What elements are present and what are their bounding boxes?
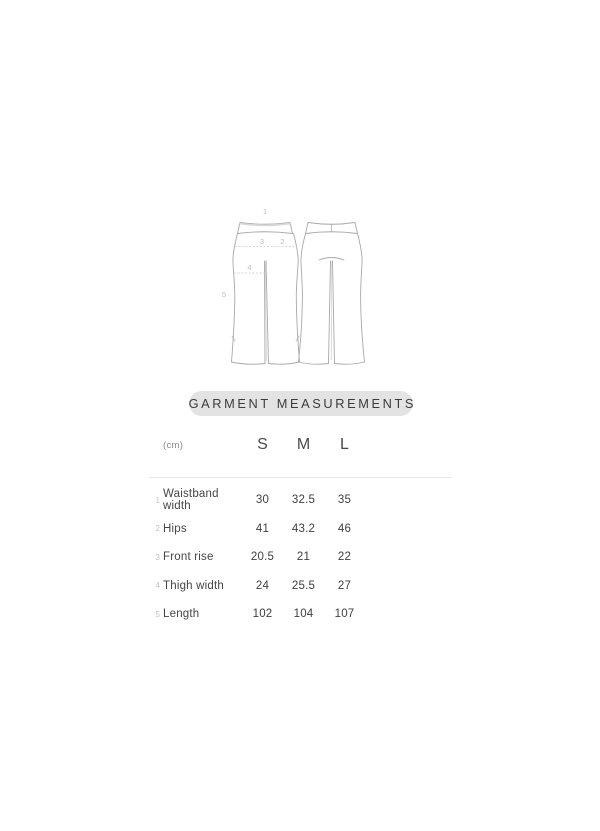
marker-waistband-width: 1 [262,207,268,216]
value-l: 46 [337,522,352,535]
value-m: 104 [293,608,314,621]
unit-label: (cm) [163,439,184,451]
row-number: 3 [155,552,160,562]
pants-front-view [232,223,300,365]
value-s: 41 [255,522,270,535]
table-body [149,478,459,629]
table-row-thigh-width [149,572,459,601]
value-s: 30 [255,494,270,507]
table-row-front-rise [149,543,459,572]
row-label: Hips [163,522,187,535]
value-l: 107 [334,608,355,621]
value-s: 102 [252,608,273,621]
value-m: 21 [296,551,311,564]
size-header-s: S [257,436,268,453]
row-number: 5 [155,609,160,619]
row-number: 4 [155,581,160,591]
value-l: 35 [337,494,352,507]
row-label: Thigh width [163,579,225,592]
table-row-waistband-width [149,486,459,515]
table-row-length [149,600,459,629]
size-header-m: M [296,436,311,453]
marker-thigh-width: 4 [247,263,252,272]
marker-length: 5 [221,290,227,299]
back-crotch-curve [319,258,344,261]
row-label: Length [163,608,200,621]
row-number: 2 [155,524,160,534]
marker-hips: 2 [280,237,285,246]
measurements-table [149,434,459,629]
value-m: 32.5 [291,494,316,507]
pants-technical-drawing [215,203,367,371]
pants-back-view [299,223,365,365]
table-row-hips [149,515,459,544]
value-m: 43.2 [291,522,316,535]
value-m: 25.5 [291,579,316,592]
row-label: Front rise [163,551,214,564]
row-label: Waistband width [163,488,219,513]
section-title: GARMENT MEASUREMENTS [188,396,416,411]
value-l: 27 [337,579,352,592]
value-s: 24 [255,579,270,592]
section-title-pill [188,391,416,416]
size-header-l: L [340,436,349,453]
table-header-row [149,434,459,456]
row-number: 1 [155,495,160,505]
value-l: 22 [337,551,352,564]
value-s: 20.5 [250,551,275,564]
marker-front-rise: 3 [259,237,265,246]
